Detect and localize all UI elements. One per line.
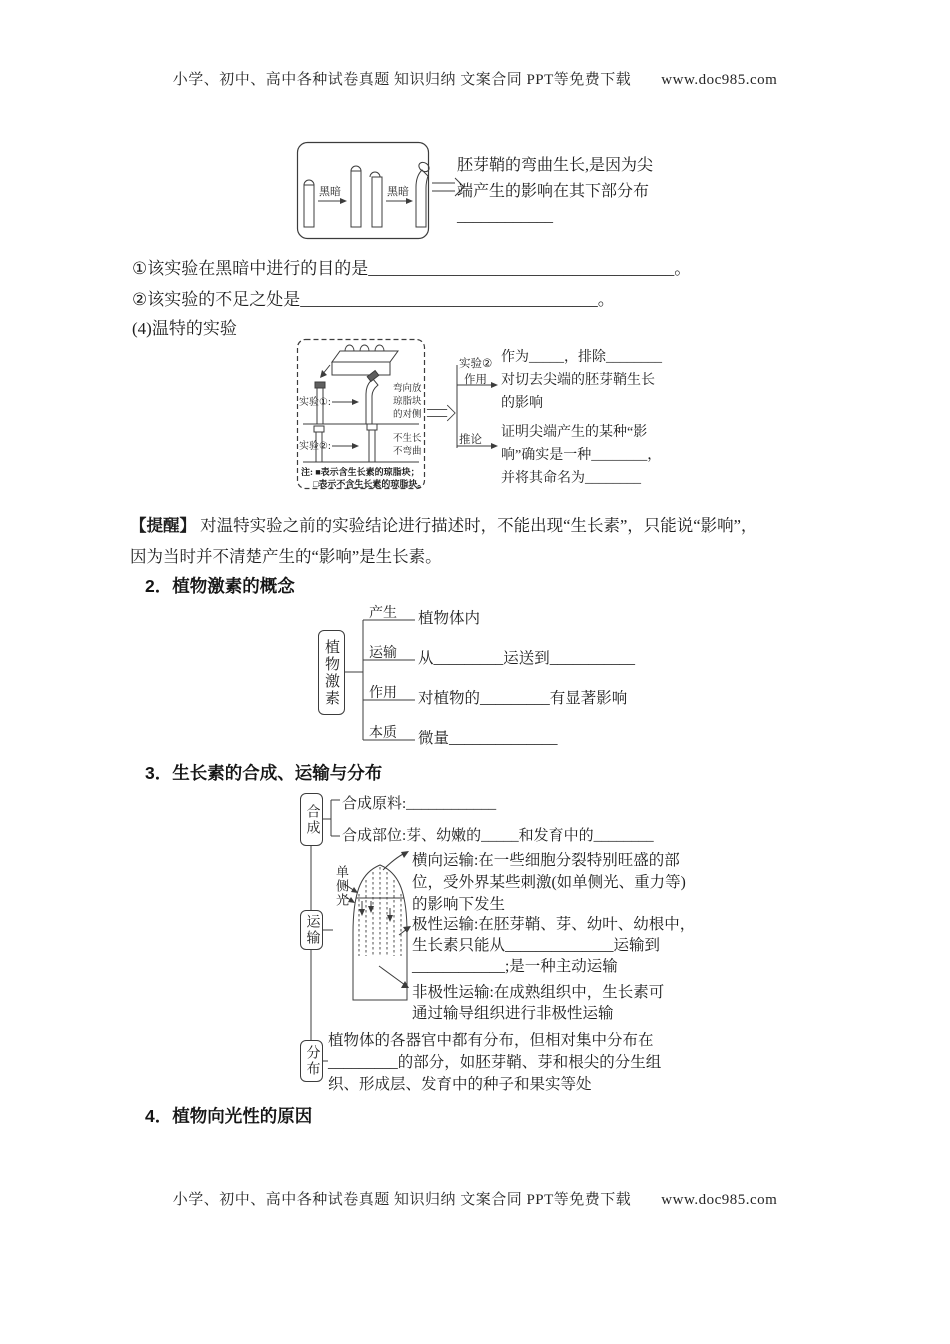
dark-conclusion-line2: 端产生的影响在其下部分布 (457, 183, 650, 200)
inference-text-line: 响”确实是一种________， (501, 448, 662, 463)
arrowhead-icon (352, 443, 359, 449)
branch-content: 从_________运送到___________ (418, 650, 636, 667)
seedling-body-icon (372, 177, 382, 227)
section2-heading: 2．植物激素的概念 (145, 576, 295, 596)
footer-text: 小学、初中、高中各种试卷真题 知识归纳 文案合同 PPT等免费下载 (172, 1192, 632, 1208)
seedling-body-icon (304, 185, 314, 227)
lateral-transport-line: 位，受外界某些刺激(如单侧光、重力等) (412, 874, 686, 891)
action-label-exp2: 实验② (459, 358, 493, 370)
bent-seedling-icon (416, 170, 428, 227)
distribution-line: 植物体的各器官中都有分布，但相对集中分布在 (328, 1032, 654, 1049)
question-1 (132, 254, 691, 279)
plain-agar-cube-icon (314, 426, 324, 432)
coleoptile-tip-icon (375, 345, 384, 351)
coleoptile-tip-icon (360, 345, 369, 351)
unilateral-light-label: 单侧光 (334, 865, 349, 907)
dark-label-1: 黑暗 (319, 186, 341, 198)
branch-label: 运输 (369, 646, 397, 661)
dark-experiment-diagram (296, 141, 432, 241)
polar-transport-line: ____________;是一种主动运输 (412, 958, 618, 975)
exp2-result-line: 不弯曲 (393, 447, 422, 457)
question-2-text: ②该实验的不足之处是 (132, 290, 301, 309)
arrowhead-icon (320, 370, 327, 378)
reminder-label: 【提醒】 (130, 517, 196, 535)
transport-box: 运输 (300, 910, 323, 950)
header-url-link[interactable]: www.doc985.com (661, 72, 778, 88)
synthesis-site-line: 合成部位:芽、幼嫩的_____和发育中的________ (342, 828, 654, 844)
action-text-line: 的影响 (501, 396, 543, 411)
exp2-label: 实验②: (299, 441, 331, 452)
plain-agar-cube-icon (367, 424, 377, 430)
inference-text-line: 并将其命名为________ (501, 471, 641, 486)
question-2-period: 。 (597, 290, 615, 309)
page-footer (0, 1188, 950, 1209)
auxin-agar-cube-icon (315, 382, 325, 388)
section4-heading: 4．植物向光性的原因 (145, 1106, 313, 1126)
section3-heading: 3．生长素的合成、运输与分布 (145, 763, 383, 783)
action-text-line: 对切去尖端的胚芽鞘生长 (501, 373, 655, 388)
dark-conclusion-line1: 胚芽鞘的弯曲生长,是因为尖 (457, 157, 654, 174)
dark-label-2: 黑暗 (387, 186, 409, 198)
branch-content: 对植物的_________有显著影响 (418, 690, 628, 707)
distribution-line: 织、形成层、发育中的种子和果实等处 (328, 1076, 592, 1093)
question-1-blank: ____________________________________ (368, 259, 675, 278)
footer-url-link[interactable]: www.doc985.com (661, 1192, 778, 1208)
nonpolar-transport-line: 通过输导组织进行非极性运输 (412, 1005, 614, 1022)
exp1-result-line: 的对侧 (393, 410, 422, 420)
distribution-line: _________的部分，如胚芽鞘、芽和根尖的分生组 (328, 1054, 662, 1071)
arrowhead-icon (352, 399, 359, 405)
lateral-transport-line: 的影响下发生 (412, 896, 506, 913)
synthesis-box: 合成 (300, 793, 323, 846)
exp2-result-line: 不生长 (393, 434, 422, 444)
page-header (0, 68, 950, 89)
polar-transport-line: 生长素只能从______________运输到 (412, 937, 661, 954)
went-experiment-diagram (296, 338, 708, 500)
reminder-text: 对温特实验之前的实验结论进行描述时，不能出现“生长素”，只能说“影响”， (200, 516, 758, 535)
seedling-body-icon (351, 171, 361, 227)
branch-label: 作用 (369, 686, 397, 701)
auxin-agar-cube-icon (367, 371, 379, 382)
legend-note-1: 注: ■表示含生长素的琼脂块； (301, 467, 420, 477)
header-text: 小学、初中、高中各种试卷真题 知识归纳 文案合同 PPT等免费下载 (172, 72, 632, 88)
action-label: 作用 (464, 374, 487, 386)
distribution-box: 分布 (300, 1040, 323, 1082)
question-1-period: 。 (674, 259, 692, 278)
inference-text-line: 证明尖端产生的某种“影 (501, 425, 648, 440)
seedling-tip-icon (370, 172, 380, 177)
nonpolar-transport-line: 非极性运输:在成熟组织中，生长素可 (412, 984, 665, 1001)
reminder-paragraph-line2: 因为当时并不清楚产生的“影响”是生长素。 (130, 547, 442, 566)
action-text-line: 作为_____，排除________ (501, 350, 662, 365)
hormone-concept-map (300, 598, 720, 758)
concept-root-box: 植物激素 (318, 630, 345, 715)
lateral-transport-line: 横向运输:在一些细胞分裂特别旺盛的部 (412, 852, 680, 869)
question-2-blank: ___________________________________ (300, 290, 598, 309)
exp1-label: 实验①: (299, 397, 331, 408)
synthesis-material-line: 合成原料:____________ (342, 796, 497, 812)
dark-conclusion-blank: ____________ (457, 208, 553, 225)
auxin-map (295, 788, 735, 1103)
reminder-paragraph-line1 (130, 512, 757, 536)
bent-seedling-icon (366, 379, 378, 424)
polar-transport-line: 极性运输:在胚芽鞘、芽、幼叶、幼根中， (412, 916, 696, 933)
branch-label: 产生 (369, 606, 397, 621)
agar-block-front (332, 362, 390, 375)
arrowhead-icon (406, 198, 413, 204)
arrowhead-icon (340, 198, 347, 204)
cut-seedling-icon (369, 430, 375, 462)
seedling-tip-icon (351, 166, 361, 171)
branch-content: 微量______________ (418, 730, 558, 747)
exp1-result-line: 琼脂块 (393, 397, 422, 407)
branch-label: 本质 (369, 726, 397, 741)
double-arrow-icon (426, 404, 456, 422)
coleoptile-tip-icon (345, 345, 354, 351)
went-experiment-title: (4)温特的实验 (132, 319, 237, 338)
agar-block-top (332, 351, 398, 362)
seedling-tip-icon (304, 180, 314, 185)
branch-content: 植物体内 (418, 610, 481, 627)
inference-label: 推论 (459, 434, 482, 446)
exp1-result-line: 弯向放 (393, 384, 422, 394)
question-2 (132, 285, 615, 310)
legend-note-2: □表示不含生长素的琼脂块。 (313, 479, 427, 489)
question-1-text: ①该实验在黑暗中进行的目的是 (132, 259, 369, 278)
